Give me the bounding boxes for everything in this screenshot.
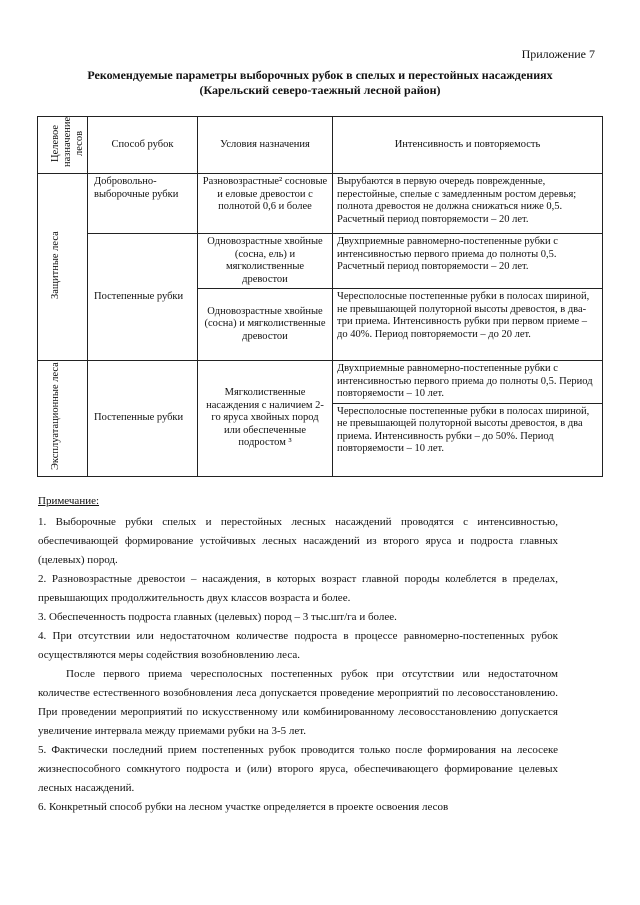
conditions-cell: Мягколиственные насаждения с наличием 2-го яруса хвойных пород или обеспеченные подростом ³ — [198, 361, 333, 477]
method-cell: Постепенные рубки — [88, 234, 198, 361]
note-item: 1. Выборочные рубки спелых и перестойных лесных насаждений проводятся с интенсивностью, обеспечивающей формирование устойчивых лесных насаждений из второго яруса и подроста главных (целевых) пород. — [38, 516, 558, 566]
intensity-cell: Двухприемные равномерно-постепенные рубки с интенсивностью первого приема до полноты 0,5. Расчетный период повторяемости – 20 лет. — [333, 234, 603, 289]
table-row — [38, 361, 603, 404]
table-header-row — [38, 117, 603, 174]
group-exploitation: Эксплуатационные леса — [38, 361, 88, 477]
header-method: Способ рубок — [88, 117, 198, 174]
intensity-cell: Вырубаются в первую очередь поврежденные, перестойные, спелые с замедленным ростом деревья; полнота древостоя не должна снижаться ниже 0,5. Расчетный период повторяемости – 20 лет. — [333, 174, 603, 234]
note-item: 5. Фактически последний прием постепенных рубок проводится только после формирования на лесосеке жизнеспособного сомкнутого подроста и (или) второго яруса, обеспечивающего формирование целевых лесных насаждений. — [38, 744, 558, 794]
conditions-cell: Разновозрастные² сосновые и еловые древостои с полнотой 0,6 и более — [198, 174, 333, 234]
header-conditions: Условия назначения — [198, 117, 333, 174]
conditions-cell: Одновозрастные хвойные (сосна) и мягколиственные древостои — [198, 289, 333, 361]
intensity-cell: Чересполосные постепенные рубки в полосах шириной, не превышающей полуторной высоты древостоя, в два приема. Интенсивность рубки – до 50%. Период повторяемости – 10 лет. — [333, 403, 603, 476]
notes-section — [38, 492, 558, 817]
header-intensity: Интенсивность и повторяемость — [333, 117, 603, 174]
group-protective: Защитные леса — [38, 174, 88, 361]
cuttings-table — [37, 116, 603, 477]
note-item: После первого приема чересполосных постепенных рубок при отсутствии или недостаточном количестве естественного возобновления леса допускается проведение мероприятий по лесовосстановлению. При проведении мероприятий по искусственному или комбинированному лесовосстановлению допускается увеличение интервала между приемами рубки на 3-5 лет. — [38, 668, 558, 737]
note-item: 3. Обеспеченность подроста главных (целевых) пород – 3 тыс.шт/га и более. — [38, 611, 397, 623]
intensity-cell: Двухприемные равномерно-постепенные рубки с интенсивностью первого приема до полноты 0,5. Период повторяемости – 10 лет. — [333, 361, 603, 404]
page-title — [40, 68, 600, 98]
note-item: 2. Разновозрастные древостои – насаждения, в которых возраст главной породы колеблется в пределах, превышающих продолжительность двух классов возраста и более. — [38, 573, 558, 604]
note-item: 4. При отсутствии или недостаточном количестве подроста в процессе равномерно-постепенных рубок осуществляются меры содействия возобновлению леса. — [38, 630, 558, 661]
note-item: 6. Конкретный способ рубки на лесном участке определяется в проекте освоения лесов — [38, 801, 449, 813]
method-cell: Постепенные рубки — [88, 361, 198, 477]
title-line-1: Рекомендуемые параметры выборочных рубок в спелых и перестойных насаждениях — [87, 68, 553, 82]
method-cell: Добровольно-выборочные рубки — [88, 174, 198, 234]
intensity-cell: Чересполосные постепенные рубки в полосах шириной, не превышающей полуторной высоты древостоя, в два-три приема. Интенсивность рубки при первом приеме – до 40%. Период повторяемости – до 20 лет. — [333, 289, 603, 361]
title-line-2: (Карельский северо-таежный лесной район) — [199, 83, 441, 97]
table-row — [38, 174, 603, 234]
table-row — [38, 234, 603, 289]
header-purpose: Целевое назначение лесов — [38, 117, 88, 174]
conditions-cell: Одновозрастные хвойные (сосна, ель) и мягколиственные древостои — [198, 234, 333, 289]
appendix-label: Приложение 7 — [521, 47, 595, 61]
notes-heading: Примечание: — [38, 495, 100, 507]
